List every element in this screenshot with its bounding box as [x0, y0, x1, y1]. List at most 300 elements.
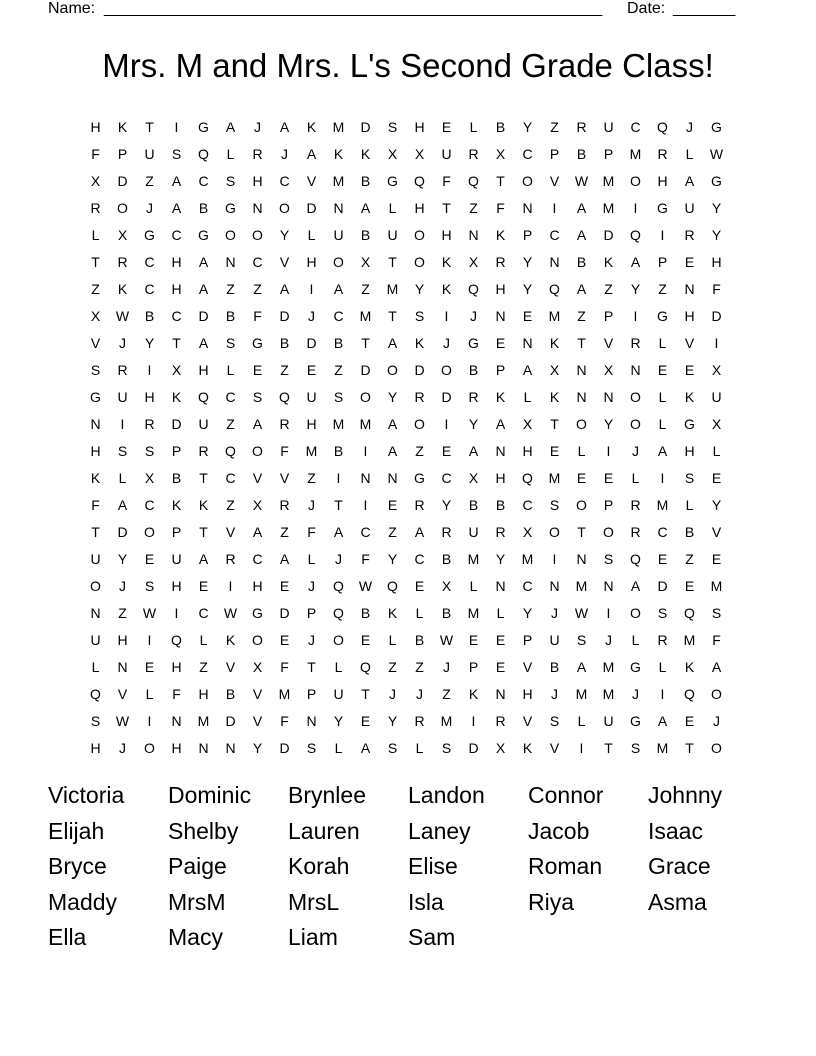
- grid-letter: V: [711, 523, 722, 540]
- grid-letter: I: [552, 199, 557, 216]
- grid-letter: M: [602, 199, 615, 216]
- grid-letter: W: [358, 577, 373, 594]
- grid-letter: P: [117, 145, 128, 162]
- grid-letter: L: [388, 631, 397, 648]
- grid-letter: N: [171, 712, 182, 729]
- word-bank-item: Isaac: [648, 817, 703, 844]
- header-line: [48, 0, 748, 20]
- grid-letter: R: [657, 631, 668, 648]
- grid-letter: E: [711, 469, 722, 486]
- word-bank-item: MrsM: [168, 888, 226, 915]
- grid-letter: J: [605, 631, 612, 648]
- grid-letter: E: [495, 658, 506, 675]
- grid-letter: J: [443, 658, 450, 675]
- word-bank-item: Landon: [408, 782, 485, 808]
- grid-letter: R: [144, 415, 155, 432]
- grid-letter: U: [441, 145, 452, 162]
- grid-letter: N: [90, 604, 101, 621]
- grid-letter: C: [333, 307, 344, 324]
- grid-letter: K: [522, 739, 533, 756]
- grid-letter: X: [441, 577, 452, 594]
- grid-letter: O: [252, 631, 263, 648]
- grid-letter: O: [603, 523, 614, 540]
- grid-letter: E: [414, 577, 425, 594]
- grid-letter: Z: [145, 172, 154, 189]
- word-bank-item: Jacob: [528, 817, 590, 844]
- grid-letter: H: [522, 685, 533, 702]
- grid-letter: E: [657, 361, 668, 378]
- grid-letter: Y: [252, 739, 263, 756]
- grid-letter: J: [551, 685, 558, 702]
- grid-letter: R: [117, 361, 128, 378]
- grid-letter: Z: [550, 118, 559, 135]
- grid-letter: H: [198, 361, 209, 378]
- grid-letter: V: [117, 685, 128, 702]
- grid-letter: H: [306, 253, 317, 270]
- grid-letter: L: [334, 739, 343, 756]
- grid-letter: S: [225, 334, 236, 351]
- grid-letter: T: [496, 172, 505, 189]
- grid-letter: N: [549, 253, 560, 270]
- grid-letter: Y: [144, 334, 155, 351]
- grid-letter: E: [684, 712, 695, 729]
- grid-letter: A: [198, 550, 209, 567]
- word-search-grid: [82, 113, 730, 761]
- grid-letter: Q: [333, 577, 344, 594]
- date-label: Date:: [627, 0, 666, 17]
- grid-letter: Y: [387, 712, 398, 729]
- grid-letter: M: [359, 415, 372, 432]
- word-bank-item: Johnny: [648, 782, 723, 808]
- grid-letter: G: [684, 415, 695, 432]
- grid-letter: C: [252, 550, 263, 567]
- grid-letter: Z: [253, 280, 262, 297]
- grid-letter: E: [468, 631, 479, 648]
- grid-letter: T: [361, 685, 370, 702]
- grid-letter: U: [198, 415, 209, 432]
- grid-letter: X: [468, 253, 479, 270]
- grid-letter: J: [632, 442, 639, 459]
- grid-letter: Y: [522, 118, 533, 135]
- grid-letter: B: [225, 685, 236, 702]
- grid-letter: X: [522, 523, 533, 540]
- word-bank-item: Macy: [168, 924, 223, 951]
- grid-letter: F: [91, 145, 100, 162]
- grid-letter: V: [522, 658, 533, 675]
- grid-letter: D: [279, 307, 290, 324]
- grid-letter: O: [360, 388, 371, 405]
- word-bank-item: Shelby: [168, 817, 239, 844]
- grid-letter: P: [171, 442, 182, 459]
- grid-letter: P: [603, 145, 614, 162]
- grid-letter: B: [576, 145, 587, 162]
- grid-letter: A: [198, 334, 209, 351]
- grid-letter: S: [549, 712, 560, 729]
- grid-letter: Z: [226, 415, 235, 432]
- grid-letter: H: [171, 658, 182, 675]
- grid-letter: I: [660, 685, 665, 702]
- grid-letter: Z: [442, 685, 451, 702]
- grid-letter: H: [144, 388, 155, 405]
- grid-letter: G: [252, 334, 263, 351]
- grid-letter: C: [522, 145, 533, 162]
- grid-letter: P: [495, 361, 506, 378]
- grid-letter: J: [308, 496, 315, 513]
- word-bank-item: Brynlee: [288, 782, 366, 808]
- grid-letter: Q: [549, 280, 560, 297]
- grid-letter: W: [115, 712, 130, 729]
- grid-letter: G: [225, 199, 236, 216]
- grid-letter: S: [684, 469, 695, 486]
- grid-letter: A: [171, 199, 182, 216]
- grid-letter: Z: [415, 658, 424, 675]
- grid-letter: I: [363, 496, 368, 513]
- grid-letter: E: [657, 550, 668, 567]
- grid-letter: A: [657, 442, 668, 459]
- grid-letter: K: [171, 388, 182, 405]
- grid-letter: S: [630, 739, 641, 756]
- grid-letter: U: [711, 388, 722, 405]
- grid-letter: O: [144, 523, 155, 540]
- grid-letter: X: [90, 172, 101, 189]
- grid-letter: L: [577, 712, 586, 729]
- grid-letter: A: [252, 523, 263, 540]
- grid-letter: N: [684, 280, 695, 297]
- grid-letter: O: [711, 739, 722, 756]
- word-bank-item: Elise: [408, 853, 458, 880]
- grid-letter: Z: [226, 496, 235, 513]
- grid-letter: K: [333, 145, 344, 162]
- grid-letter: N: [522, 334, 533, 351]
- grid-letter: E: [252, 361, 263, 378]
- grid-letter: S: [90, 361, 101, 378]
- grid-letter: X: [360, 253, 371, 270]
- grid-letter: B: [468, 496, 479, 513]
- grid-letter: Z: [658, 280, 667, 297]
- grid-letter: T: [388, 253, 397, 270]
- grid-letter: V: [252, 712, 263, 729]
- grid-letter: N: [225, 253, 236, 270]
- grid-letter: K: [549, 334, 560, 351]
- grid-letter: R: [414, 388, 425, 405]
- grid-letter: C: [252, 253, 263, 270]
- grid-letter: B: [360, 226, 371, 243]
- grid-letter: S: [252, 388, 263, 405]
- grid-letter: B: [198, 199, 209, 216]
- grid-letter: T: [91, 523, 100, 540]
- grid-letter: P: [657, 253, 668, 270]
- grid-letter: K: [684, 658, 695, 675]
- grid-letter: Q: [360, 658, 371, 675]
- grid-letter: S: [117, 442, 128, 459]
- grid-letter: D: [711, 307, 722, 324]
- grid-letter: M: [656, 739, 669, 756]
- grid-letter: S: [414, 307, 425, 324]
- grid-letter: Q: [468, 172, 479, 189]
- grid-letter: X: [387, 145, 398, 162]
- grid-letter: O: [630, 604, 641, 621]
- grid-letter: N: [549, 577, 560, 594]
- grid-letter: J: [308, 307, 315, 324]
- grid-letter: L: [685, 145, 694, 162]
- grid-letter: X: [495, 739, 506, 756]
- grid-letter: I: [633, 307, 638, 324]
- grid-letter: N: [576, 388, 587, 405]
- grid-letter: V: [549, 739, 560, 756]
- grid-letter: X: [144, 469, 155, 486]
- grid-letter: A: [279, 550, 290, 567]
- grid-letter: Y: [441, 496, 452, 513]
- grid-letter: U: [468, 523, 479, 540]
- grid-letter: Q: [90, 685, 101, 702]
- grid-letter: N: [252, 199, 263, 216]
- grid-letter: A: [657, 712, 668, 729]
- grid-letter: N: [360, 469, 371, 486]
- grid-letter: V: [279, 253, 290, 270]
- grid-letter: L: [658, 415, 667, 432]
- grid-letter: A: [387, 415, 398, 432]
- word-bank-item: Elijah: [48, 817, 105, 844]
- grid-letter: H: [522, 442, 533, 459]
- grid-letter: E: [279, 631, 290, 648]
- grid-letter: N: [603, 388, 614, 405]
- grid-letter: G: [144, 226, 155, 243]
- grid-letter: B: [495, 496, 506, 513]
- grid-letter: Q: [279, 388, 290, 405]
- grid-letter: O: [630, 388, 641, 405]
- grid-letter: T: [91, 253, 100, 270]
- grid-letter: K: [441, 253, 452, 270]
- grid-letter: Y: [414, 280, 425, 297]
- grid-letter: O: [387, 361, 398, 378]
- grid-letter: H: [306, 415, 317, 432]
- grid-letter: Y: [522, 253, 533, 270]
- grid-letter: B: [144, 307, 155, 324]
- grid-letter: V: [225, 523, 236, 540]
- grid-letter: K: [225, 631, 236, 648]
- grid-letter: B: [441, 604, 452, 621]
- grid-letter: I: [579, 739, 584, 756]
- grid-letter: D: [657, 577, 668, 594]
- grid-letter: S: [549, 496, 560, 513]
- grid-letter: H: [117, 631, 128, 648]
- grid-letter: L: [631, 631, 640, 648]
- grid-letter: B: [333, 334, 344, 351]
- grid-letter: S: [441, 739, 452, 756]
- grid-letter: M: [656, 496, 669, 513]
- grid-letter: I: [174, 604, 179, 621]
- grid-letter: C: [522, 496, 533, 513]
- grid-letter: M: [575, 577, 588, 594]
- grid-letter: X: [252, 496, 263, 513]
- grid-letter: X: [711, 361, 722, 378]
- grid-letter: O: [414, 415, 425, 432]
- word-bank-item: Victoria: [48, 782, 125, 808]
- grid-letter: L: [334, 658, 343, 675]
- grid-letter: Y: [279, 226, 290, 243]
- grid-letter: M: [683, 631, 696, 648]
- grid-letter: M: [710, 577, 723, 594]
- grid-letter: A: [333, 280, 344, 297]
- grid-letter: T: [199, 523, 208, 540]
- grid-letter: H: [414, 199, 425, 216]
- grid-letter: N: [576, 361, 587, 378]
- grid-letter: N: [495, 577, 506, 594]
- grid-letter: C: [414, 550, 425, 567]
- grid-letter: E: [387, 496, 398, 513]
- grid-letter: L: [91, 658, 100, 675]
- grid-letter: L: [226, 361, 235, 378]
- grid-letter: I: [174, 118, 179, 135]
- grid-letter: X: [549, 361, 560, 378]
- grid-letter: L: [577, 442, 586, 459]
- grid-letter: Q: [630, 550, 641, 567]
- grid-letter: L: [307, 550, 316, 567]
- grid-letter: Q: [171, 631, 182, 648]
- grid-letter: C: [171, 226, 182, 243]
- grid-letter: T: [199, 469, 208, 486]
- grid-letter: A: [414, 523, 425, 540]
- grid-letter: Q: [630, 226, 641, 243]
- grid-letter: R: [225, 550, 236, 567]
- grid-letter: S: [225, 172, 236, 189]
- grid-letter: B: [360, 172, 371, 189]
- grid-letter: E: [684, 253, 695, 270]
- grid-letter: S: [333, 388, 344, 405]
- grid-letter: B: [468, 361, 479, 378]
- grid-letter: D: [441, 388, 452, 405]
- word-bank-item: Isla: [408, 888, 444, 915]
- grid-letter: A: [387, 334, 398, 351]
- word-bank: [48, 778, 768, 956]
- grid-letter: Z: [361, 280, 370, 297]
- grid-letter: G: [414, 469, 425, 486]
- grid-letter: R: [495, 523, 506, 540]
- grid-letter: E: [441, 442, 452, 459]
- grid-letter: A: [630, 577, 641, 594]
- grid-letter: J: [713, 712, 720, 729]
- grid-letter: S: [306, 739, 317, 756]
- grid-letter: Q: [225, 442, 236, 459]
- grid-letter: R: [414, 712, 425, 729]
- grid-letter: J: [416, 685, 423, 702]
- grid-letter: R: [630, 496, 641, 513]
- grid-letter: E: [198, 577, 209, 594]
- grid-letter: H: [657, 172, 668, 189]
- grid-letter: M: [359, 307, 372, 324]
- grid-letter: W: [223, 604, 238, 621]
- grid-letter: C: [171, 307, 182, 324]
- grid-letter: H: [171, 280, 182, 297]
- word-bank-item: Lauren: [288, 817, 360, 844]
- grid-letter: W: [439, 631, 454, 648]
- grid-letter: N: [333, 199, 344, 216]
- grid-letter: M: [332, 118, 345, 135]
- grid-letter: B: [414, 631, 425, 648]
- grid-letter: R: [279, 415, 290, 432]
- grid-letter: X: [711, 415, 722, 432]
- grid-letter: Y: [603, 415, 614, 432]
- grid-letter: W: [574, 604, 589, 621]
- grid-letter: Y: [117, 550, 128, 567]
- grid-letter: Q: [657, 118, 668, 135]
- grid-letter: C: [198, 172, 209, 189]
- grid-letter: A: [576, 199, 587, 216]
- word-bank-item: Roman: [528, 853, 603, 880]
- grid-letter: P: [468, 658, 479, 675]
- grid-letter: A: [576, 658, 587, 675]
- grid-letter: T: [685, 739, 694, 756]
- grid-letter: I: [714, 334, 719, 351]
- grid-letter: I: [228, 577, 233, 594]
- grid-letter: M: [467, 550, 480, 567]
- grid-letter: N: [495, 442, 506, 459]
- grid-letter: Z: [388, 658, 397, 675]
- grid-letter: R: [441, 523, 452, 540]
- grid-letter: B: [225, 307, 236, 324]
- grid-letter: M: [386, 280, 399, 297]
- grid-letter: Y: [333, 712, 344, 729]
- grid-letter: I: [606, 604, 611, 621]
- grid-letter: L: [469, 118, 478, 135]
- grid-letter: U: [117, 388, 128, 405]
- grid-letter: M: [548, 469, 561, 486]
- grid-letter: O: [576, 415, 587, 432]
- grid-letter: I: [444, 415, 449, 432]
- grid-letter: I: [660, 469, 665, 486]
- grid-letter: O: [333, 631, 344, 648]
- grid-letter: J: [308, 631, 315, 648]
- grid-letter: M: [602, 658, 615, 675]
- grid-letter: R: [630, 523, 641, 540]
- grid-letter: D: [414, 361, 425, 378]
- grid-letter: U: [684, 199, 695, 216]
- grid-letter: N: [387, 469, 398, 486]
- grid-letter: S: [144, 577, 155, 594]
- grid-letter: Y: [387, 550, 398, 567]
- grid-letter: D: [360, 118, 371, 135]
- grid-letter: L: [91, 226, 100, 243]
- grid-letter: L: [658, 334, 667, 351]
- grid-letter: O: [144, 739, 155, 756]
- grid-letter: D: [279, 604, 290, 621]
- grid-letter: Z: [280, 523, 289, 540]
- grid-letter: O: [414, 226, 425, 243]
- grid-letter: G: [711, 172, 722, 189]
- grid-letter: M: [629, 145, 642, 162]
- grid-letter: Z: [388, 523, 397, 540]
- grid-letter: L: [685, 496, 694, 513]
- grid-letter: F: [280, 712, 289, 729]
- grid-letter: X: [171, 361, 182, 378]
- grid-letter: C: [522, 577, 533, 594]
- grid-letter: D: [306, 334, 317, 351]
- grid-letter: T: [334, 496, 343, 513]
- grid-letter: L: [307, 226, 316, 243]
- grid-letter: H: [252, 577, 263, 594]
- grid-letter: R: [468, 388, 479, 405]
- grid-letter: F: [496, 199, 505, 216]
- grid-letter: N: [495, 685, 506, 702]
- grid-letter: A: [198, 280, 209, 297]
- grid-letter: Q: [198, 388, 209, 405]
- grid-letter: Z: [307, 469, 316, 486]
- grid-letter: R: [414, 496, 425, 513]
- grid-letter: K: [495, 388, 506, 405]
- word-bank-item: Bryce: [48, 853, 107, 880]
- grid-letter: D: [117, 172, 128, 189]
- grid-letter: S: [603, 550, 614, 567]
